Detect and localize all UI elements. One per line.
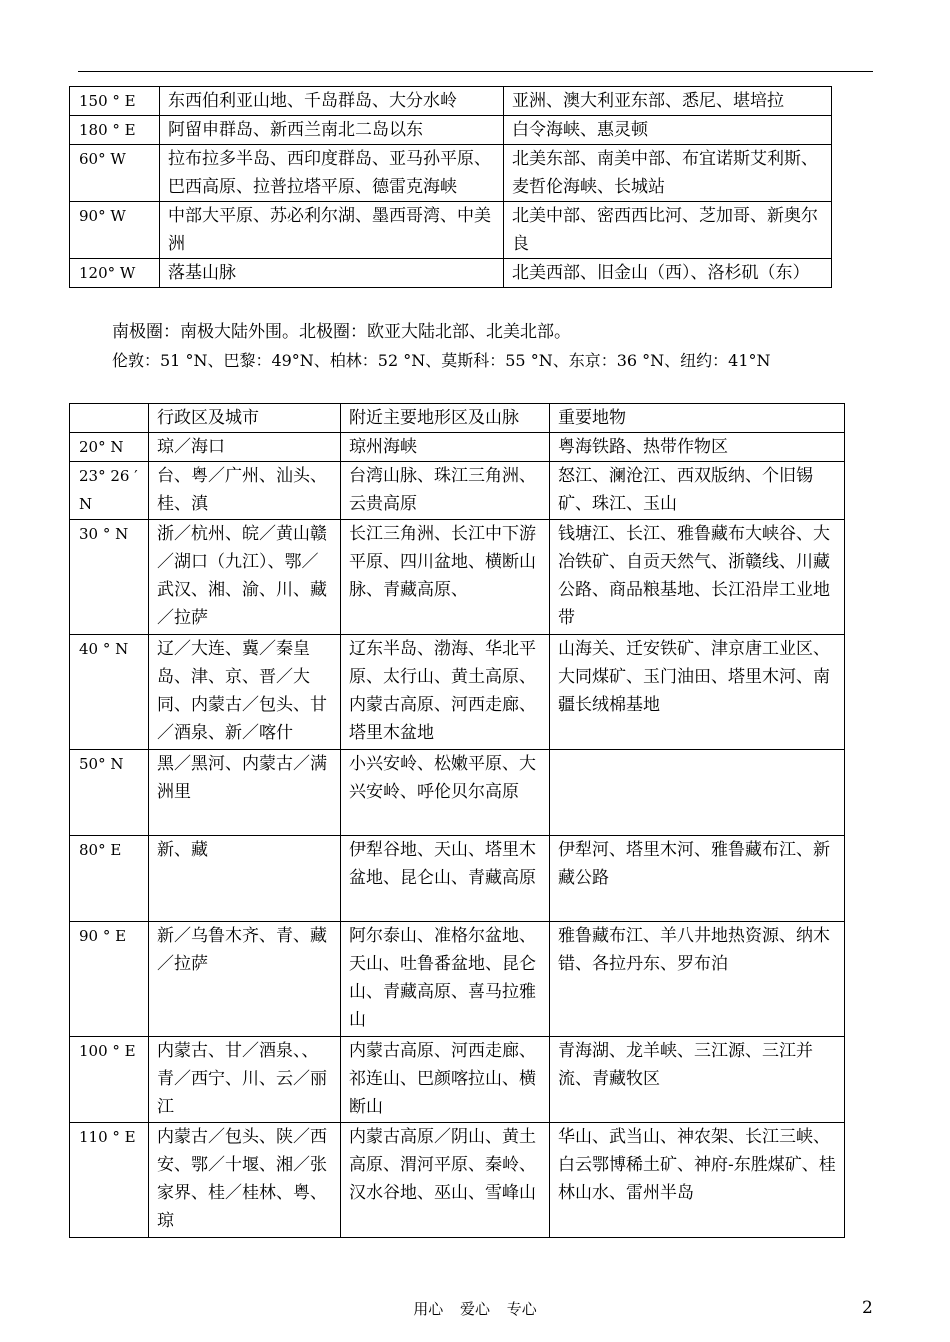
features-cell: 雅鲁藏布江、羊八井地热资源、纳木错、各拉丹东、罗布泊 — [550, 922, 845, 1037]
terrain-cell: 琼州海峡 — [341, 433, 550, 462]
table-row — [70, 836, 845, 922]
latitude-cell: 90 ° E — [70, 922, 149, 1037]
places-cell: 北美中部、密西西比河、芝加哥、新奥尔良 — [504, 202, 832, 259]
features-cell: 青海湖、龙羊峡、三江源、三江并流、青藏牧区 — [550, 1037, 845, 1123]
cities-cell: 新、藏 — [149, 836, 341, 922]
table-row — [70, 1123, 845, 1238]
footer-motto: 用心 爱心 专心 — [413, 1300, 537, 1318]
places-cell: 北美西部、旧金山（西）、洛杉矶（东） — [504, 259, 832, 288]
terrain-cell: 落基山脉 — [160, 259, 504, 288]
table-row — [70, 433, 845, 462]
header-line — [70, 404, 149, 433]
features-cell: 粤海铁路、热带作物区 — [550, 433, 845, 462]
longitude-cell: 60° W — [70, 145, 160, 202]
longitude-table — [69, 86, 832, 288]
cities-cell: 黑／黑河、内蒙古／满洲里 — [149, 750, 341, 836]
features-cell: 怒江、澜沧江、西双版纳、个旧锡矿、珠江、玉山 — [550, 462, 845, 520]
terrain-cell: 内蒙古高原／阴山、黄土高原、渭河平原、秦岭、汉水谷地、巫山、雪峰山 — [341, 1123, 550, 1238]
places-cell: 亚洲、澳大利亚东部、悉尼、堪培拉 — [504, 87, 832, 116]
terrain-cell: 东西伯利亚山地、千岛群岛、大分水岭 — [160, 87, 504, 116]
longitude-cell: 150 ° E — [70, 87, 160, 116]
places-cell: 白令海峡、惠灵顿 — [504, 116, 832, 145]
latitude-cell: 40 ° N — [70, 635, 149, 750]
latitude-cell: 23° 26 ′N — [70, 462, 149, 520]
longitude-cell: 180 ° E — [70, 116, 160, 145]
cities-cell: 辽／大连、冀／秦皇岛、津、京、晋／大同、内蒙古／包头、甘／酒泉、新／喀什 — [149, 635, 341, 750]
longitude-cell: 120° W — [70, 259, 160, 288]
cities-cell: 新／乌鲁木齐、青、藏／拉萨 — [149, 922, 341, 1037]
header-rule — [78, 71, 873, 72]
terrain-cell: 中部大平原、苏必利尔湖、墨西哥湾、中美洲 — [160, 202, 504, 259]
table-row — [70, 1037, 845, 1123]
places-cell: 北美东部、南美中部、布宜诺斯艾利斯、麦哲伦海峡、长城站 — [504, 145, 832, 202]
table-row — [70, 462, 845, 520]
cities-cell: 内蒙古／包头、陕／西安、鄂／十堰、湘／张家界、桂／桂林、粤、琼 — [149, 1123, 341, 1238]
terrain-cell: 台湾山脉、珠江三角洲、云贵高原 — [341, 462, 550, 520]
latitude-cell: 50° N — [70, 750, 149, 836]
table-row — [70, 202, 832, 259]
table-row — [70, 750, 845, 836]
longitude-cell: 90° W — [70, 202, 160, 259]
features-cell: 山海关、迁安铁矿、津京唐工业区、大同煤矿、玉门油田、塔里木河、南疆长绒棉基地 — [550, 635, 845, 750]
table-row — [70, 922, 845, 1037]
header-features: 重要地物 — [550, 404, 845, 433]
terrain-cell: 长江三角洲、长江中下游平原、四川盆地、横断山脉、青藏高原、 — [341, 520, 550, 635]
table-header-row — [70, 404, 845, 433]
table-row — [70, 520, 845, 635]
cities-cell: 琼／海口 — [149, 433, 341, 462]
table-row — [70, 259, 832, 288]
cities-cell: 浙／杭州、皖／黄山赣／湖口（九江）、鄂／武汉、湘、渝、川、藏／拉萨 — [149, 520, 341, 635]
features-cell: 钱塘江、长江、雅鲁藏布大峡谷、大冶铁矿、自贡天然气、浙赣线、川藏公路、商品粮基地、长江沿岸工业地带 — [550, 520, 845, 635]
latitude-cell: 80° E — [70, 836, 149, 922]
cities-cell: 台、粤／广州、汕头、桂、滇 — [149, 462, 341, 520]
features-cell: 华山、武当山、神农架、长江三峡、白云鄂博稀土矿、神府-东胜煤矿、桂林山水、雷州半岛 — [550, 1123, 845, 1238]
table-row — [70, 116, 832, 145]
polar-circle-note: 南极圈：南极大陆外围。北极圈：欧亚大陆北部、北美北部。 — [112, 322, 571, 342]
latitude-cell: 30 ° N — [70, 520, 149, 635]
latitude-table — [69, 403, 845, 1238]
table-row — [70, 87, 832, 116]
features-cell — [550, 750, 845, 836]
terrain-cell: 伊犁谷地、天山、塔里木盆地、昆仑山、青藏高原 — [341, 836, 550, 922]
terrain-cell: 阿尔泰山、准格尔盆地、天山、吐鲁番盆地、昆仑山、青藏高原、喜马拉雅山 — [341, 922, 550, 1037]
terrain-cell: 小兴安岭、松嫩平原、大兴安岭、呼伦贝尔高原 — [341, 750, 550, 836]
header-cities: 行政区及城市 — [149, 404, 341, 433]
terrain-cell: 辽东半岛、渤海、华北平原、太行山、黄土高原、内蒙古高原、河西走廊、塔里木盆地 — [341, 635, 550, 750]
terrain-cell: 阿留申群岛、新西兰南北二岛以东 — [160, 116, 504, 145]
features-cell: 伊犁河、塔里木河、雅鲁藏布江、新藏公路 — [550, 836, 845, 922]
cities-cell: 内蒙古、甘／酒泉、、青／西宁、川、云／丽江 — [149, 1037, 341, 1123]
header-terrain: 附近主要地形区及山脉 — [341, 404, 550, 433]
latitude-cell: 100 ° E — [70, 1037, 149, 1123]
city-latitude-note: 伦敦：51 °N、巴黎：49°N、柏林：52 °N、莫斯科：55 °N、东京：36 °N、纽约：41°N — [112, 351, 771, 370]
table-row — [70, 635, 845, 750]
terrain-cell: 内蒙古高原、河西走廊、祁连山、巴颜喀拉山、横断山 — [341, 1037, 550, 1123]
terrain-cell: 拉布拉多半岛、西印度群岛、亚马孙平原、巴西高原、拉普拉塔平原、德雷克海峡 — [160, 145, 504, 202]
table-row — [70, 145, 832, 202]
page-number: 2 — [862, 1298, 873, 1318]
latitude-cell: 20° N — [70, 433, 149, 462]
latitude-cell: 110 ° E — [70, 1123, 149, 1238]
